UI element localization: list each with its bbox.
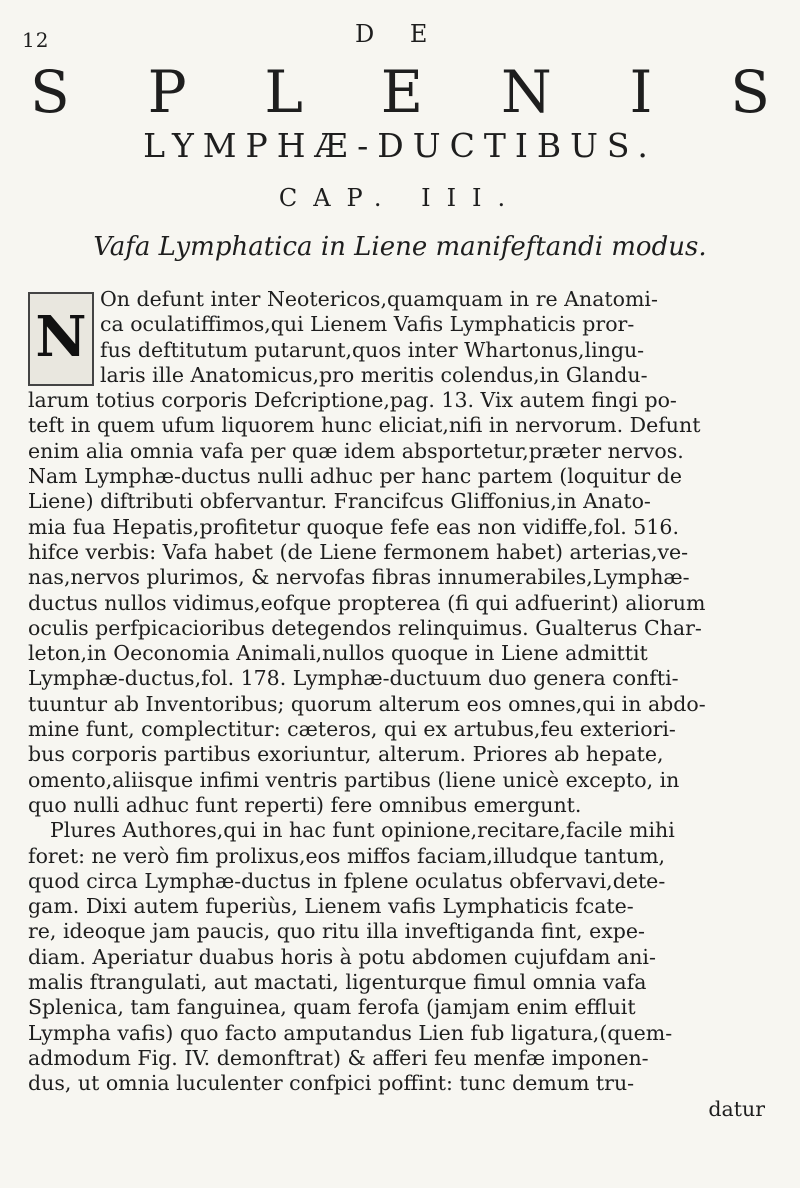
text-line: Nam Lymphæ-ductus nulli adhuc per hanc partem (loquitur de xyxy=(28,464,682,489)
main-title xyxy=(30,60,770,124)
text-line: enim alia omnia vafa per quæ idem absportetur,præter nervos. xyxy=(28,438,684,463)
chapter-title: Vafa Lymphatica in Liene manifeftandi modus. xyxy=(93,232,707,262)
text-line: mia fua Hepatis,profitetur quoque fefe eas non vidiffe,fol. 516. xyxy=(28,514,679,539)
body-text xyxy=(28,287,765,1122)
text-line: quo nulli adhuc funt reperti) fere omnibus emergunt. xyxy=(28,792,582,817)
title-letter: L xyxy=(264,58,303,126)
running-head: D E xyxy=(355,20,442,48)
text-line: Liene) diftributi obfervantur. Francifcus Gliffonius,in Anato- xyxy=(28,489,651,514)
initial-letter: N xyxy=(35,304,87,370)
text-line: malis ftrangulati, aut mactati, ligenturque fimul omnia vafa xyxy=(28,970,647,995)
text-line: oculis perfpicacioribus detegendos relinquimus. Gualterus Char- xyxy=(28,615,702,640)
title-letter: I xyxy=(629,58,653,126)
page-number: 12 xyxy=(22,28,50,52)
text-line: hifce verbis: Vafa habet (de Liene fermonem habet) arterias,ve- xyxy=(28,539,689,564)
text-line: On defunt inter Neotericos,quamquam in re Anatomi- xyxy=(100,287,658,311)
text-line: nas,nervos plurimos, & nervofas fibras innumerabiles,Lymphæ- xyxy=(28,565,690,590)
text-line: admodum Fig. IV. demonftrat) & afferi feu menfæ imponen- xyxy=(28,1045,649,1070)
title-letter: P xyxy=(147,58,187,126)
text-line: gam. Dixi autem fuperiùs, Lienem vafis Lymphaticis fcate- xyxy=(28,894,634,919)
title-letter: S xyxy=(730,58,770,126)
text-line: quod circa Lymphæ-ductus in fplene oculatus obfervavi,dete- xyxy=(28,868,666,893)
text-line: ca oculatiffimos,qui Lienem Vafis Lymphaticis pror- xyxy=(100,312,635,337)
text-line: laris ille Anatomicus,pro meritis colendus,in Glandu- xyxy=(100,362,648,387)
text-line: tuuntur ab Inventoribus; quorum alterum eos omnes,qui in abdo- xyxy=(28,691,706,716)
subtitle: LYMPHÆ-DUCTIBUS. xyxy=(143,126,657,165)
title-letter: S xyxy=(30,58,70,126)
text-line: dus, ut omnia luculenter confpici poffint: tunc demum tru- xyxy=(28,1071,635,1096)
title-letter: E xyxy=(380,58,424,126)
text-line: ductus nullos vidimus,eofque propterea (fi qui adfuerint) aliorum xyxy=(28,590,706,615)
chapter-heading: CAP. III. xyxy=(278,184,522,212)
text-line: Plures Authores,qui in hac funt opinione,recitare,facile mihi xyxy=(50,818,675,843)
text-line: larum totius corporis Defcriptione,pag. 13. Vix autem fingi po- xyxy=(28,388,677,413)
text-line: mine funt, complectitur: cæteros, qui ex artubus,feu exteriori- xyxy=(28,717,676,742)
text-line: foret: ne verò fim prolixus,eos miffos faciam,illudque tantum, xyxy=(28,843,666,868)
title-letter: N xyxy=(500,58,552,126)
text-line: teft in quem ufum liquorem hunc eliciat,nifi in nervorum. Defunt xyxy=(28,413,701,438)
text-line: leton,in Oeconomia Animali,nullos quoque in Liene admittit xyxy=(28,641,648,666)
text-line: omento,aliisque infimi ventris partibus (liene unicè excepto, in xyxy=(28,767,680,792)
text-line: Lymphæ-ductus,fol. 178. Lymphæ-ductuum duo genera confti- xyxy=(28,666,679,691)
text-line: Lympha vafis) quo facto amputandus Lien fub ligatura,(quem- xyxy=(28,1020,673,1045)
text-line: bus corporis partibus exoriuntur, alterum. Priores ab hepate, xyxy=(28,742,664,767)
text-line: re, ideoque jam paucis, quo ritu illa inveftiganda fint, expe- xyxy=(28,919,645,944)
catchword: datur xyxy=(708,1096,765,1121)
text-line: Splenica, tam fanguinea, quam ferofa (jamjam enim effluit xyxy=(28,995,636,1020)
text-line: fus deftitutum putarunt,quos inter Whartonus,lingu- xyxy=(100,337,645,362)
text-line: diam. Aperiatur duabus horis à potu abdomen cujufdam ani- xyxy=(28,944,656,969)
